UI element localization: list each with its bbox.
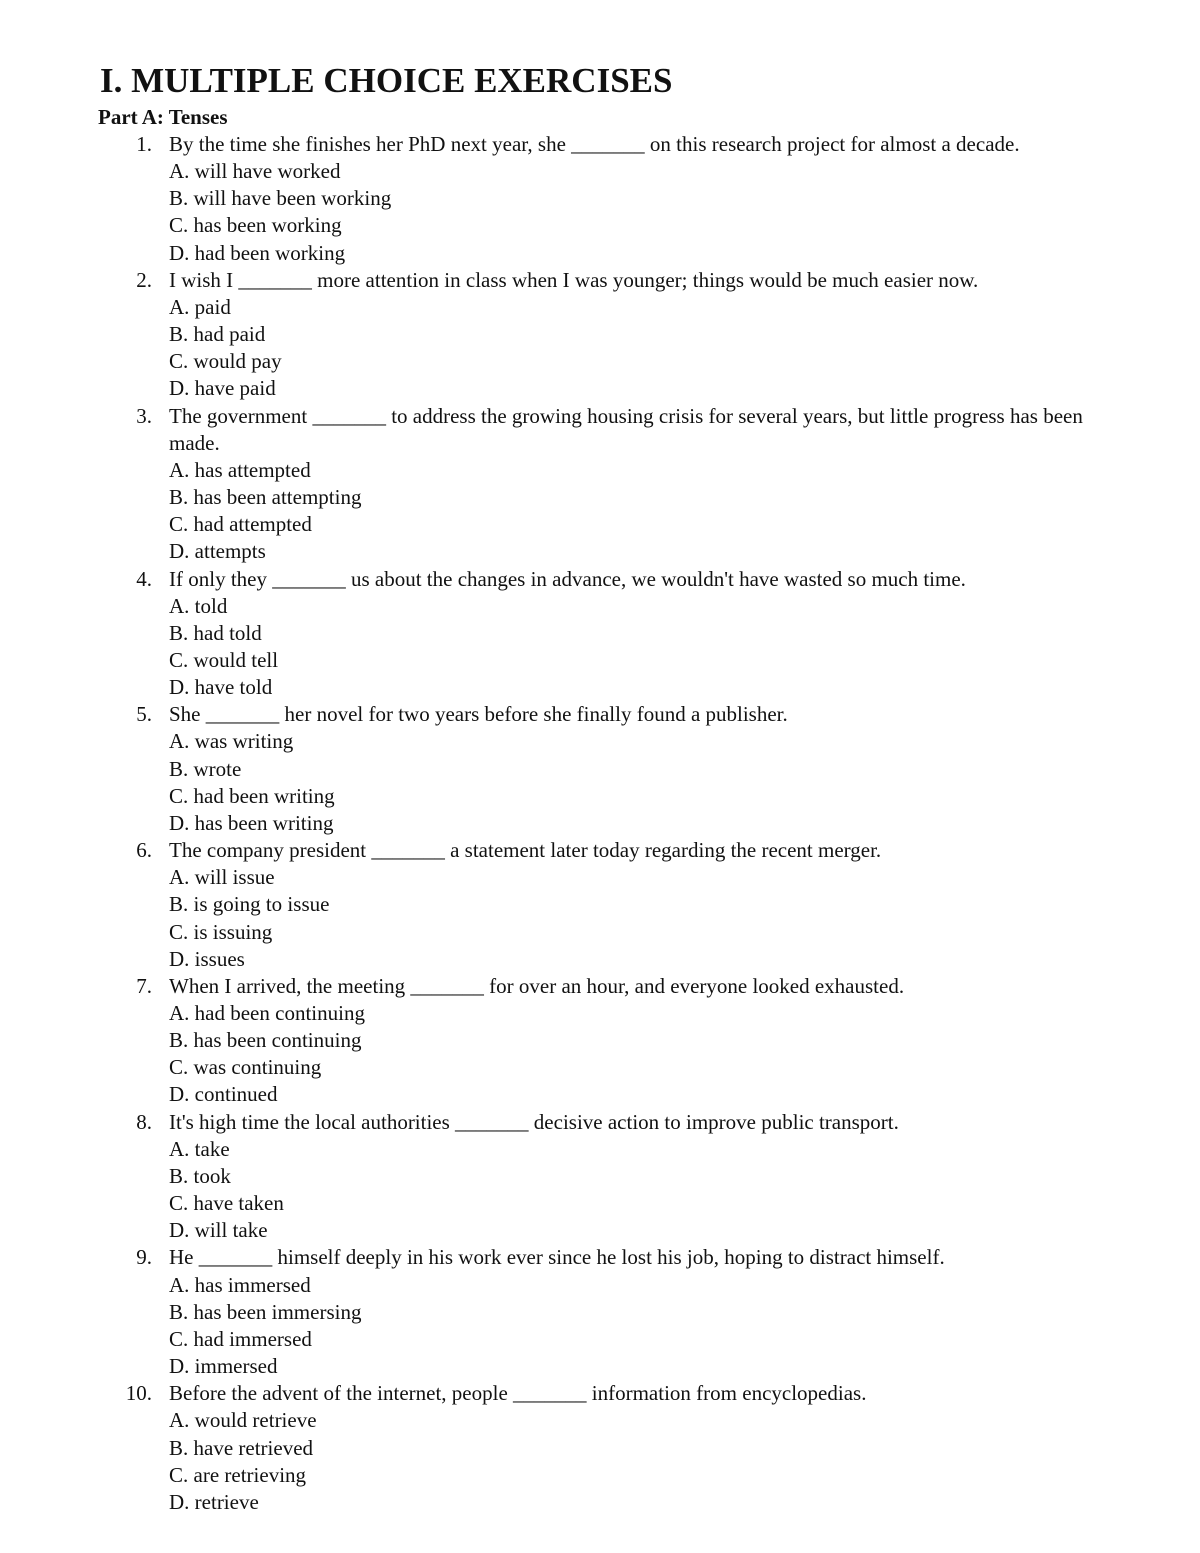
question-text: By the time she finishes her PhD next year, she _______ on this research project for almost a decade. bbox=[169, 132, 1020, 156]
question-number: 5. bbox=[136, 702, 152, 727]
answer-options bbox=[169, 1407, 1200, 1516]
answer-option: B. had told bbox=[169, 620, 262, 645]
question-text: It's high time the local authorities _______ decisive action to improve public transport. bbox=[169, 1109, 899, 1134]
answer-options bbox=[169, 294, 1200, 403]
answer-option: C. was continuing bbox=[169, 1055, 322, 1080]
answer-option: D. issues bbox=[169, 946, 245, 971]
answer-option: A. has immersed bbox=[169, 1272, 311, 1297]
question-number: 8. bbox=[136, 1109, 152, 1134]
answer-option: D. have paid bbox=[169, 376, 276, 401]
answer-option: C. had been writing bbox=[169, 783, 335, 808]
answer-options bbox=[169, 457, 1200, 566]
answer-option: D. has been writing bbox=[169, 810, 334, 835]
answer-option: D. will take bbox=[169, 1218, 268, 1243]
answer-option: A. has attempted bbox=[169, 457, 311, 482]
question-number: 6. bbox=[136, 838, 152, 863]
question-number: 4. bbox=[136, 566, 152, 591]
question-text: He _______ himself deeply in his work ever since he lost his job, hoping to distract himself. bbox=[169, 1245, 945, 1270]
answer-option: D. attempts bbox=[169, 539, 266, 564]
question-number: 1. bbox=[136, 132, 152, 156]
answer-option: C. had immersed bbox=[169, 1326, 312, 1351]
question-item bbox=[0, 403, 1200, 566]
answer-option: C. would tell bbox=[169, 647, 279, 672]
question-item bbox=[0, 701, 1200, 837]
answer-option: B. have retrieved bbox=[169, 1435, 314, 1460]
question-text: The company president _______ a statement later today regarding the recent merger. bbox=[169, 838, 882, 863]
answer-option: B. had paid bbox=[169, 322, 266, 347]
answer-option: B. wrote bbox=[169, 756, 242, 781]
answer-option: D. immersed bbox=[169, 1354, 278, 1379]
answer-options bbox=[169, 728, 1200, 837]
question-text: When I arrived, the meeting _______ for over an hour, and everyone looked exhausted. bbox=[169, 973, 905, 998]
answer-options bbox=[169, 1272, 1200, 1381]
question-number: 7. bbox=[136, 973, 152, 998]
question-number: 9. bbox=[136, 1245, 152, 1270]
answer-option: D. have told bbox=[169, 675, 273, 700]
question-item bbox=[0, 1380, 1200, 1516]
answer-option: B. took bbox=[169, 1163, 231, 1188]
answer-option: A. will issue bbox=[169, 865, 275, 890]
question-number: 3. bbox=[136, 403, 152, 428]
answer-option: C. would pay bbox=[169, 349, 282, 374]
section-heading: Part A: Tenses bbox=[98, 105, 228, 129]
answer-option: C. had attempted bbox=[169, 512, 312, 537]
answer-option: D. had been working bbox=[169, 240, 346, 265]
answer-option: B. has been attempting bbox=[169, 485, 362, 510]
question-number: 2. bbox=[136, 267, 152, 292]
answer-option: C. is issuing bbox=[169, 919, 273, 944]
question-text: If only they _______ us about the changes in advance, we wouldn't have wasted so much time. bbox=[169, 566, 966, 591]
answer-option: A. had been continuing bbox=[169, 1001, 365, 1025]
question-item bbox=[0, 1244, 1200, 1380]
answer-options bbox=[169, 158, 1200, 267]
answer-option: D. retrieve bbox=[169, 1489, 259, 1514]
question-text: She _______ her novel for two years before she finally found a publisher. bbox=[169, 702, 788, 727]
answer-option: C. has been working bbox=[169, 213, 342, 238]
question-item bbox=[0, 973, 1200, 1109]
question-list bbox=[0, 131, 1200, 1516]
answer-options bbox=[169, 864, 1200, 973]
answer-options bbox=[169, 593, 1200, 702]
question-text: I wish I _______ more attention in class when I was younger; things would be much easier now. bbox=[169, 267, 979, 292]
page-title: I. MULTIPLE CHOICE EXERCISES bbox=[100, 61, 673, 100]
question-item bbox=[0, 566, 1200, 702]
question-item bbox=[0, 131, 1200, 267]
question-item bbox=[0, 1109, 1200, 1245]
answer-option: D. continued bbox=[169, 1082, 278, 1107]
answer-option: A. would retrieve bbox=[169, 1408, 317, 1433]
answer-option: B. has been continuing bbox=[169, 1028, 362, 1053]
answer-option: C. have taken bbox=[169, 1191, 284, 1216]
question-item bbox=[0, 267, 1200, 403]
answer-option: A. will have worked bbox=[169, 159, 341, 184]
answer-option: A. paid bbox=[169, 294, 231, 319]
question-number: 10. bbox=[125, 1381, 152, 1406]
question-text: The government _______ to address the growing housing crisis for several years, but little progress has been made. bbox=[169, 403, 1083, 455]
answer-option: B. is going to issue bbox=[169, 892, 330, 917]
question-item bbox=[0, 837, 1200, 973]
answer-option: A. take bbox=[169, 1136, 230, 1161]
answer-option: A. was writing bbox=[169, 729, 294, 754]
answer-options bbox=[169, 1000, 1200, 1109]
answer-option: A. told bbox=[169, 593, 228, 618]
answer-option: C. are retrieving bbox=[169, 1462, 307, 1487]
answer-option: B. will have been working bbox=[169, 186, 392, 211]
answer-options bbox=[169, 1136, 1200, 1245]
question-text: Before the advent of the internet, people _______ information from encyclopedias. bbox=[169, 1381, 867, 1406]
answer-option: B. has been immersing bbox=[169, 1299, 362, 1324]
